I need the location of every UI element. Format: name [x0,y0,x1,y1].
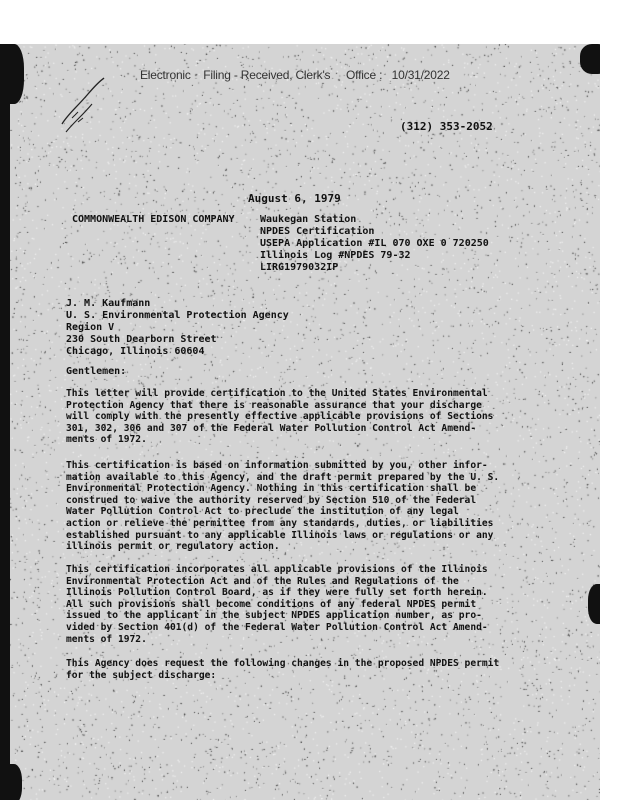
paragraph-line: This certification is based on information submitted by you, other infor- [66,460,488,471]
subject-line: USEPA Application #IL 070 OXE 0 720250 [260,238,489,249]
paragraph-line: will comply with the presently effective applicable provisions of Sections [66,411,494,423]
paragraph-line: Water Pollution Control Act to preclude the institution of any legal [66,506,459,518]
paragraph-line: mation available to this Agency, and the draft permit prepared by the U. S. [66,471,500,483]
paragraph-line: ments of 1972. [66,633,147,645]
electronic-filing-stamp: Electronic Filing - Received, Clerk's Office : 10/31/2022 [140,68,450,82]
paragraph-line: 301, 302, 306 and 307 of the Federal Water Pollution Control Act Amend- [66,422,477,434]
scan-edge-shadow [0,44,24,104]
paragraph-line: construed to waive the authority reserved by Section 510 of the Federal [66,494,477,506]
paragraph-line: illinois permit or regulatory action. [66,541,280,553]
subject-line: LIRG1979032IP [260,262,339,273]
handwritten-note-mark [58,74,108,134]
scan-edge-shadow [588,584,600,624]
subject-line: Illinois Log #NPDES 79-32 [260,250,411,261]
address-line: J. M. Kaufmann [66,298,151,309]
body-paragraph [66,658,506,681]
address-line: U. S. Environmental Protection Agency [66,310,289,321]
body-paragraph [66,388,506,446]
paragraph-line: action or relieve the permittee from any standards, duties, or liabilities [66,517,494,529]
paragraph-line: This letter will provide certification to the United States Environmental [66,388,488,399]
paragraph-line: Environmental Protection Act and of the Rules and Regulations of the [66,575,459,587]
address-line: 230 South Dearborn Street [66,334,217,345]
paragraph-line: Environmental Protection Agency. Nothing in this certification shall be [66,483,477,495]
subject-block [260,214,489,274]
recipient-company: COMMONWEALTH EDISON COMPANY [72,214,235,225]
body-paragraph [66,460,506,553]
letter-date: August 6, 1979 [248,192,341,205]
address-line: Chicago, Illinois 60604 [66,346,205,357]
paragraph-line: Illinois Pollution Control Board, as if they were fully set forth herein. [66,587,488,599]
paragraph-line: All such provisions shall become conditions of any federal NPDES permit [66,598,477,610]
salutation: Gentlemen: [66,366,127,377]
scan-corner-shadow [580,44,600,74]
paragraph-line: issued to the applicant in the subject NPDES application number, as pro- [66,610,482,622]
paragraph-line: vided by Section 401(d) of the Federal Water Pollution Control Act Amend- [66,621,488,633]
paragraph-line: This certification incorporates all applicable provisions of the Illinois [66,564,488,575]
phone-number: (312) 353-2052 [400,120,493,133]
subject-line: NPDES Certification [260,226,375,237]
paragraph-line: for the subject discharge: [66,669,217,681]
paragraph-line: ments of 1972. [66,434,147,446]
address-line: Region V [66,322,115,333]
subject-line: Waukegan Station [260,214,357,225]
scanned-letter-page [0,44,600,800]
scan-edge-shadow [2,764,22,800]
body-paragraph [66,564,506,645]
paragraph-line: Protection Agency that there is reasonable assurance that your discharge [66,399,482,411]
paragraph-line: This Agency does request the following changes in the proposed NPDES permit [66,658,500,669]
paragraph-line: established pursuant to any applicable Illinois laws or regulations or any [66,529,494,541]
address-block [66,298,289,358]
